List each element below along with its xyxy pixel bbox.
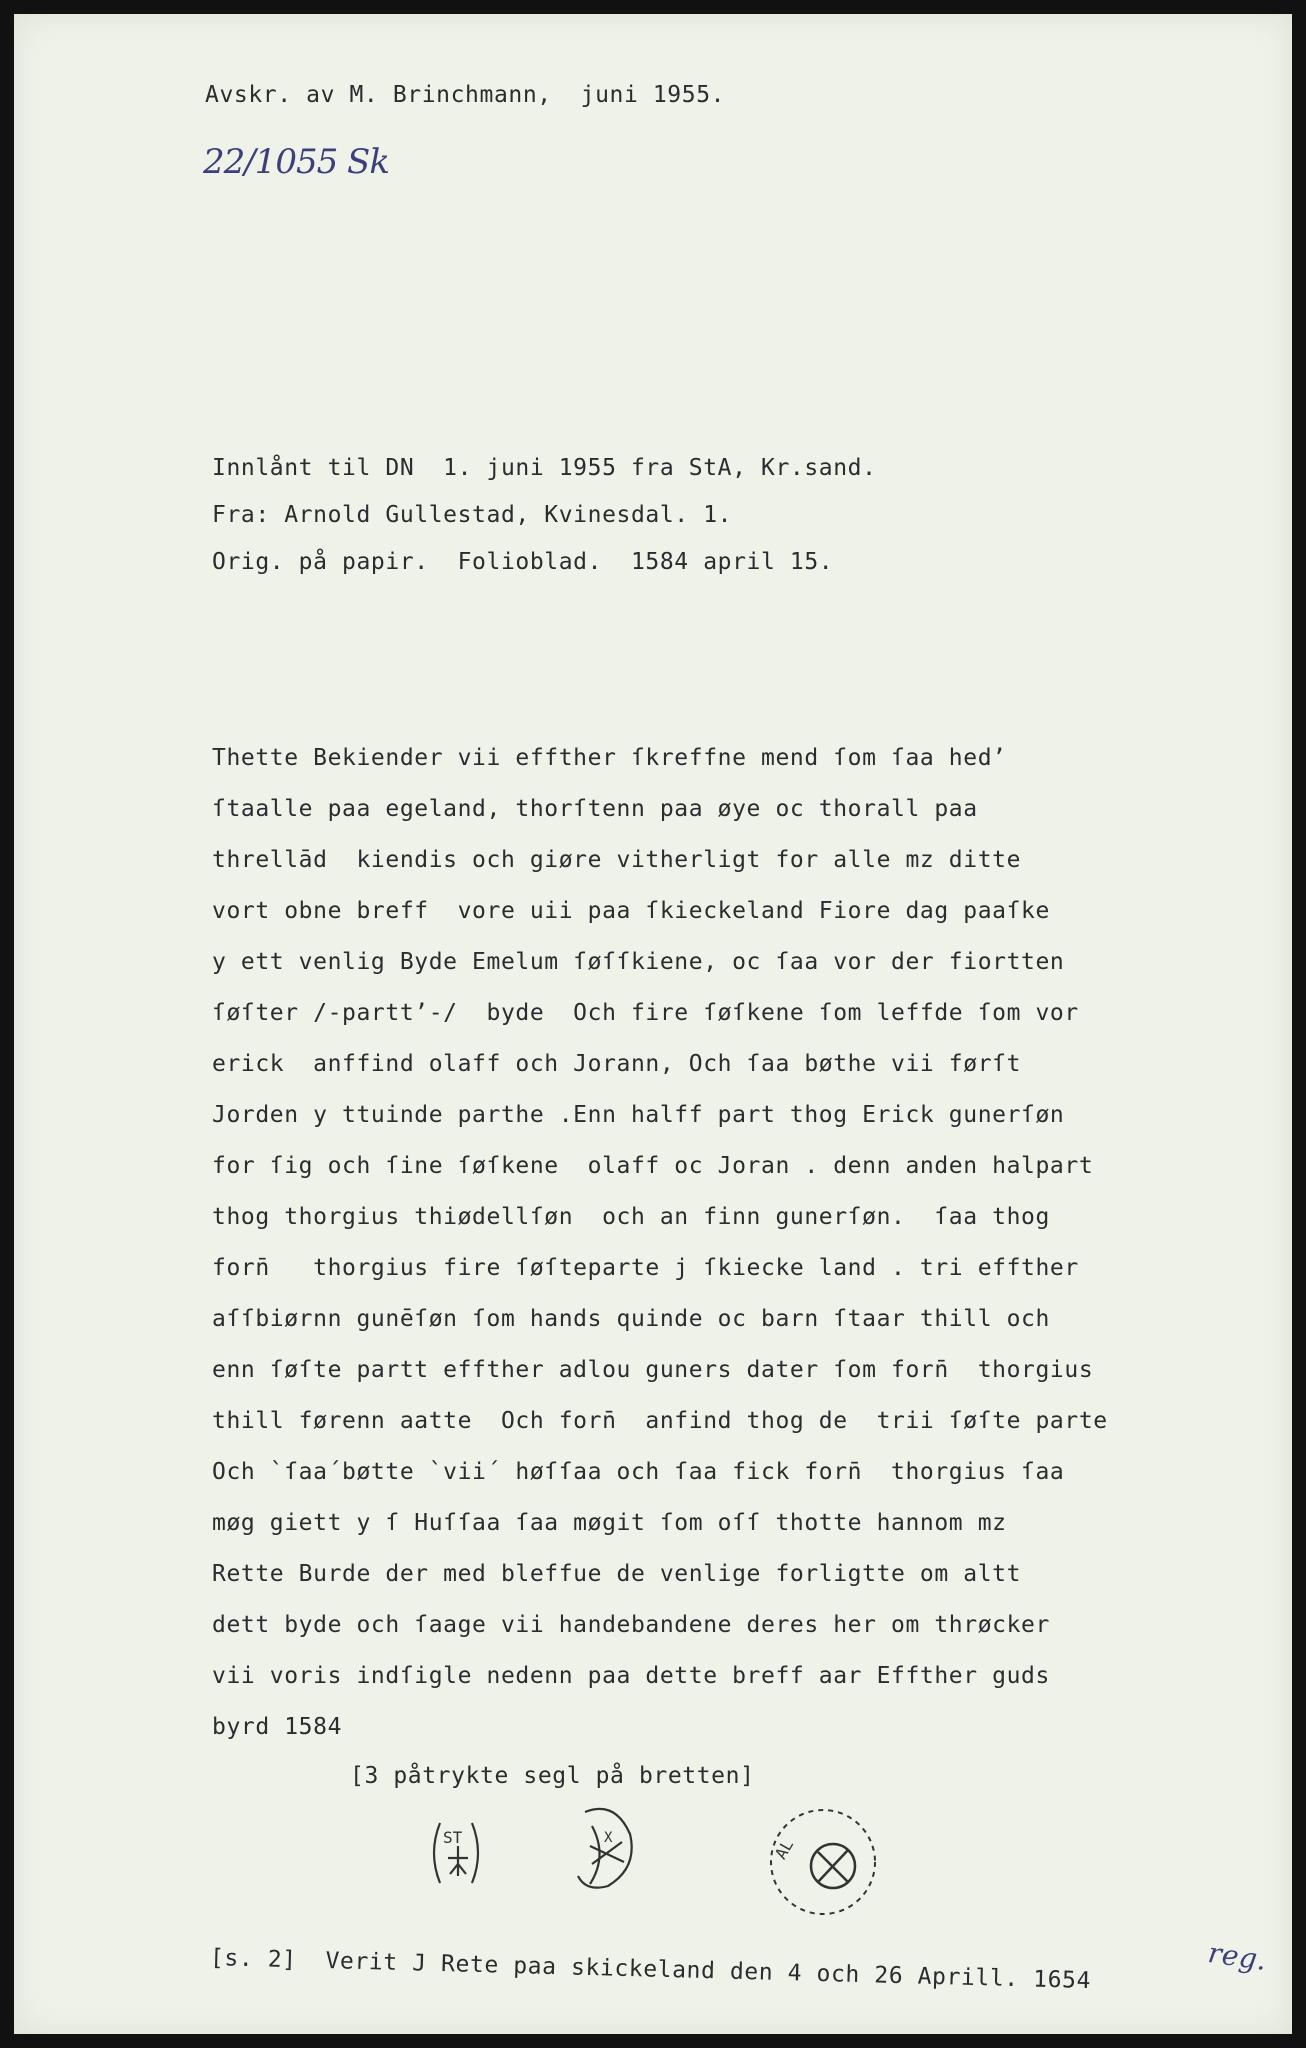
seal-1-letters: ST (443, 1828, 463, 1847)
transcription-line: for ſig och ſine ſøſkene olaff oc Joran . denn anden halpart (212, 1153, 1094, 1179)
transcription-line: Jorden y ttuinde parthe .Enn halff part thog Erick gunerſøn (212, 1102, 1065, 1128)
transcription-line: aſſbiørnn gunēſøn ſom hands quinde oc barn ſtaar thill och (212, 1306, 1050, 1332)
handwritten-reference: 22/1055 Sk (203, 142, 389, 182)
transcription-line: byrd 1584 (212, 1714, 343, 1740)
seal-note: [3 påtrykte segl på bretten] (350, 1763, 755, 1789)
seal-3-letters: AL (771, 1836, 798, 1863)
provenance-line: Innlånt til DN 1. juni 1955 fra StA, Kr.sand. (212, 455, 877, 481)
transcription-line: ſøſter /-partt’-/ byde Och fire ſøſkene ſom leffde ſom vor (212, 1000, 1079, 1026)
provenance-line: Fra: Arnold Gullestad, Kvinesdal. 1. (212, 502, 733, 528)
handwritten-reg-mark: reg. (1205, 1936, 1270, 1977)
transcription-line: Thette Bekiender vii effther ſkreffne mend ſom ſaa hed’ (212, 745, 1007, 771)
transcription-line: møg giett y ſ Huſſaa ſaa møgit ſom oſſ thotte hannom mz (212, 1510, 1007, 1536)
transcription-line: vii voris indſigle nedenn paa dette breff aar Effther guds (212, 1663, 1050, 1689)
transcription-line: Rette Burde der med bleffue de venlige forligtte om altt (212, 1561, 1022, 1587)
transcription-line: enn ſøſte partt effther adlou guners dater ſom forn̄ thorgius (212, 1357, 1094, 1383)
transcription-line: erick anffind olaff och Jorann, Och ſaa bøthe vii førſt (212, 1051, 1022, 1077)
transcription-line: forn̄ thorgius fire ſøſteparte j ſkiecke land . tri effther (212, 1255, 1079, 1281)
provenance-line: Orig. på papir. Folioblad. 1584 april 15. (212, 549, 834, 575)
transcription-line: ſtaalle paa egeland, thorſtenn paa øye oc thorall paa (212, 796, 978, 822)
transcription-line: thog thorgius thiødellſøn och an finn gunerſøn. ſaa thog (212, 1204, 1050, 1230)
transcription-line: thill førenn aatte Och forn̄ anfind thog de trii ſøſte parte (212, 1408, 1108, 1434)
transcription-line: y ett venlig Byde Emelum ſøſſkiene, oc ſaa vor der fiortten (212, 949, 1065, 975)
dorsal-note: [s. 2] Verit J Rete paa skickeland den 4 och 26 Aprill. 1654 (209, 1945, 1092, 1995)
transcription-line: threllād kiendis och giøre vitherligt for alle mz ditte (212, 847, 1022, 873)
transcriber-header: Avskr. av M. Brinchmann, juni 1955. (205, 82, 726, 108)
seal-2-letters: X (604, 1830, 613, 1846)
transcription-line: Och `ſaa´bøtte `vii´ høſſaa och ſaa fick forn̄ thorgius ſaa (212, 1459, 1065, 1485)
transcription-line: vort obne breff vore uii paa ſkieckeland Fiore dag paaſke (212, 898, 1050, 924)
transcription-line: dett byde och ſaage vii handebandene deres her om thrøcker (212, 1612, 1050, 1638)
